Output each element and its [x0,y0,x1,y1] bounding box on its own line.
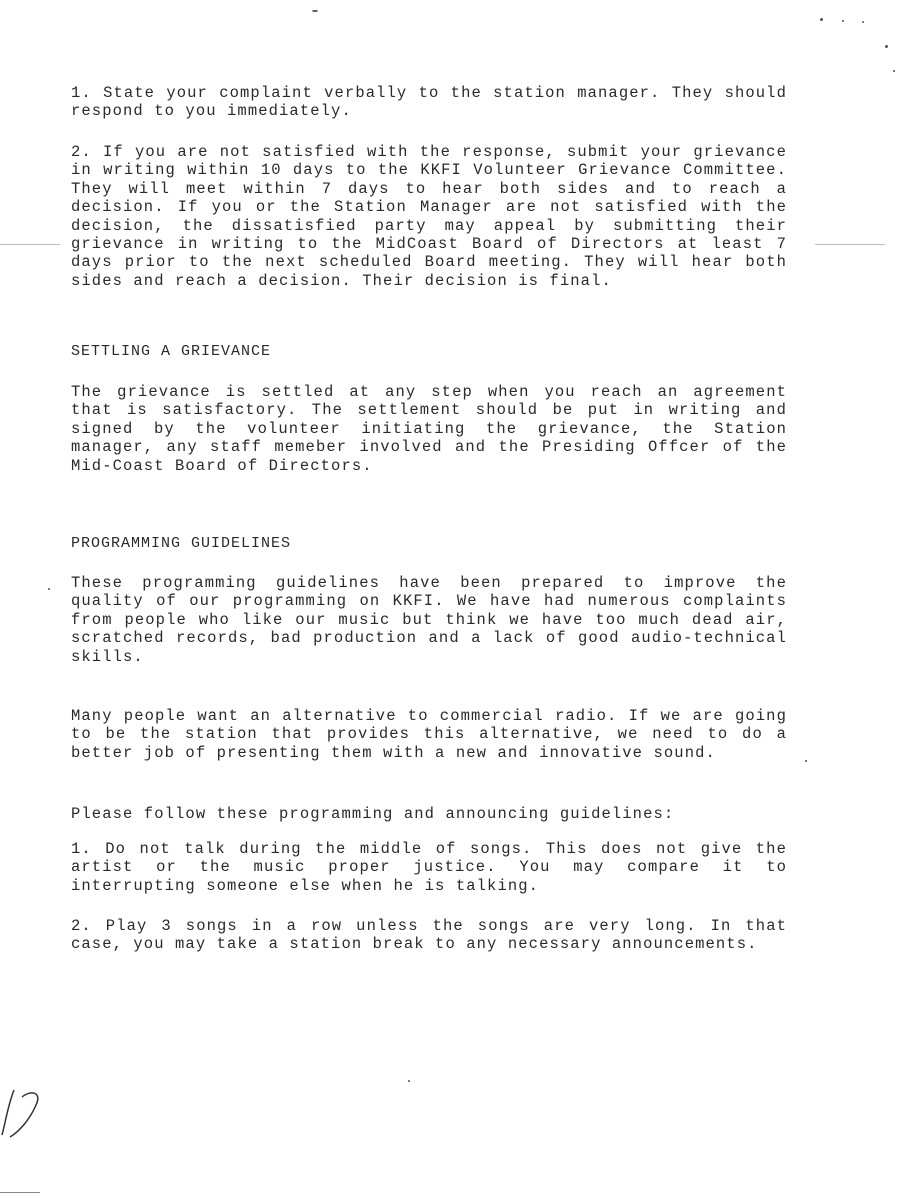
scan-speck [805,760,807,762]
complaint-step-2: 2. If you are not satisfied with the response, submit your grievance in writing within 10 days to the KKFI Volunteer Grievance Committee. They will meet within 7 days to hear both sides and to reach a decision. If you or the Station Manager are not satisfied with the decision, the dissatisfied party may appeal by submitting their grievance in writing to the MidCoast Board of Directors at least 7 days prior to the next scheduled Board meeting. They will hear both sides and reach a decision. Their decision is final. [71,143,787,290]
programming-rule-2: 2. Play 3 songs in a row unless the songs are very long. In that case, you may take a station break to any necessary announcements. [71,917,787,954]
scan-edge-line [0,1192,40,1193]
scan-speck [893,70,895,72]
handwritten-mark [0,1085,50,1145]
scan-speck [48,588,50,590]
scan-speck [408,1080,410,1082]
scan-speck [885,45,888,48]
programming-follow: Please follow these programming and announcing guidelines: [71,805,675,823]
scan-speck [842,20,844,22]
scan-speck [820,18,823,21]
programming-heading: PROGRAMMING GUIDELINES [71,535,292,552]
scan-speck [312,10,318,12]
scan-speck [862,21,864,23]
complaint-step-1: 1. State your complaint verbally to the station manager. They should respond to you immediately. [71,84,787,121]
programming-intro: These programming guidelines have been prepared to improve the quality of our programming on KKFI. We have had numerous complaints from people who like our music but think we have too much dead air, scratched records, bad production and a lack of good audio-technical skills. [71,574,787,666]
scan-edge-line [0,244,60,245]
settling-heading: SETTLING A GRIEVANCE [71,343,272,360]
programming-rule-1: 1. Do not talk during the middle of songs. This does not give the artist or the music proper justice. You may compare it to interrupting someone else when he is talking. [71,840,787,895]
programming-alternative: Many people want an alternative to commercial radio. If we are going to be the station that provides this alternative, we need to do a better job of presenting them with a new and innovative sound. [71,707,787,762]
scan-edge-line [815,244,885,245]
settling-paragraph: The grievance is settled at any step when you reach an agreement that is satisfactory. The settlement should be put in writing and signed by the volunteer initiating the grievance, the Station manager, any staff memeber involved and the Presiding Offcer of the Mid-Coast Board of Directors. [71,383,787,475]
